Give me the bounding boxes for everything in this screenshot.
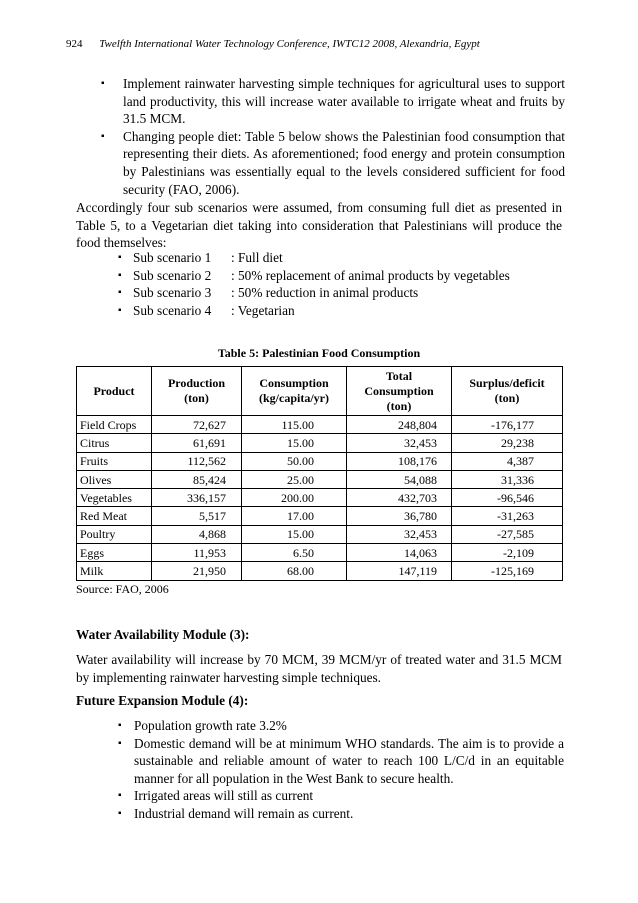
- header-product: Product: [77, 367, 152, 416]
- cell-product: Olives: [77, 470, 152, 488]
- cell-production: 336,157: [152, 489, 242, 507]
- cell-surplus: 4,387: [452, 452, 563, 470]
- cell-total: 32,453: [347, 434, 452, 452]
- cell-production: 61,691: [152, 434, 242, 452]
- cell-surplus: 31,336: [452, 470, 563, 488]
- header-consumption: Consumption (kg/capita/yr): [242, 367, 347, 416]
- cell-total: 432,703: [347, 489, 452, 507]
- table-row: [77, 434, 563, 452]
- future-module-heading: Future Expansion Module (4):: [76, 693, 249, 708]
- table-row: [77, 470, 563, 488]
- cell-surplus: 29,238: [452, 434, 563, 452]
- table-row: [77, 544, 563, 562]
- table-row: [77, 452, 563, 470]
- cell-surplus: -176,177: [452, 416, 563, 434]
- cell-total: 108,176: [347, 452, 452, 470]
- page-number: 924: [66, 38, 83, 50]
- water-module-heading: Water Availability Module (3):: [76, 627, 250, 642]
- list-item: ▪ Domestic demand will be at minimum WHO standards. The aim is to provide a sustainable and reliable amount of water to reach 100 L/C/d in an equitable manner for all population in the West Bank to secure health.: [118, 735, 564, 786]
- table-row: [77, 507, 563, 525]
- cell-surplus: -27,585: [452, 525, 563, 543]
- table-row: [77, 416, 563, 434]
- cell-product: Field Crops: [77, 416, 152, 434]
- cell-production: 11,953: [152, 544, 242, 562]
- header-surplus-deficit: Surplus/deficit (ton): [452, 367, 563, 416]
- cell-product: Fruits: [77, 452, 152, 470]
- square-bullet-icon: ▪: [101, 78, 105, 89]
- cell-consumption: 115.00: [242, 416, 347, 434]
- cell-product: Red Meat: [77, 507, 152, 525]
- running-header: [66, 38, 586, 50]
- cell-production: 21,950: [152, 562, 242, 580]
- table-header-row: [77, 367, 563, 416]
- future-bullet-list: [118, 717, 564, 823]
- cell-consumption: 25.00: [242, 470, 347, 488]
- square-bullet-icon: ▪: [118, 287, 122, 299]
- cell-total: 32,453: [347, 525, 452, 543]
- table-caption: Table 5: Palestinian Food Consumption: [217, 346, 421, 360]
- sub-scenario-list: [118, 249, 510, 319]
- list-item: ▪ Sub scenario 3 : 50% reduction in animal products: [118, 285, 419, 301]
- cell-total: 36,780: [347, 507, 452, 525]
- cell-total: 14,063: [347, 544, 452, 562]
- square-bullet-icon: ▪: [118, 790, 122, 802]
- cell-surplus: -31,263: [452, 507, 563, 525]
- square-bullet-icon: ▪: [118, 737, 122, 749]
- cell-consumption: 15.00: [242, 525, 347, 543]
- header-production: Production (ton): [152, 367, 242, 416]
- cell-product: Milk: [77, 562, 152, 580]
- cell-surplus: -125,169: [452, 562, 563, 580]
- header-total-consumption: Total Consumption (ton): [347, 367, 452, 416]
- cell-consumption: 15.00: [242, 434, 347, 452]
- list-item: ▪ Sub scenario 1 : Full diet: [118, 250, 283, 265]
- food-consumption-table: [76, 366, 563, 581]
- list-item: ▪ Sub scenario 2 : 50% replacement of animal products by vegetables: [118, 267, 510, 283]
- square-bullet-icon: ▪: [118, 304, 122, 316]
- list-item: ▪ Changing people diet: Table 5 below shows the Palestinian food consumption that representing their diets. As aforementioned; food energy and protein consumption by Palestinians was essentially equal to the levels considered sufficient for food security (FAO, 2006).: [101, 128, 565, 197]
- cell-consumption: 68.00: [242, 562, 347, 580]
- cell-production: 5,517: [152, 507, 242, 525]
- list-item: ▪ Sub scenario 4 : Vegetarian: [118, 302, 295, 318]
- cell-consumption: 200.00: [242, 489, 347, 507]
- table-source: Source: FAO, 2006: [76, 582, 169, 596]
- cell-total: 54,088: [347, 470, 452, 488]
- cell-production: 72,627: [152, 416, 242, 434]
- list-item: ▪ Population growth rate 3.2%: [118, 718, 287, 733]
- conference-title: Twelfth International Water Technology Conference, IWTC12 2008, Alexandria, Egypt: [99, 38, 480, 50]
- square-bullet-icon: ▪: [118, 807, 122, 819]
- cell-production: 4,868: [152, 525, 242, 543]
- cell-production: 85,424: [152, 470, 242, 488]
- intro-bullet-list: [101, 75, 565, 198]
- list-item: ▪ Irrigated areas will still as current: [118, 788, 314, 804]
- cell-production: 112,562: [152, 452, 242, 470]
- water-module-paragraph: Water availability will increase by 70 MCM, 39 MCM/yr of treated water and 31.5 MCM by implementing rainwater harvesting simple techniques.: [76, 652, 562, 685]
- cell-consumption: 50.00: [242, 452, 347, 470]
- cell-total: 147,119: [347, 562, 452, 580]
- cell-product: Vegetables: [77, 489, 152, 507]
- cell-surplus: -2,109: [452, 544, 563, 562]
- cell-total: 248,804: [347, 416, 452, 434]
- table-row: [77, 489, 563, 507]
- table-row: [77, 525, 563, 543]
- accordingly-paragraph: Accordingly four sub scenarios were assumed, from consuming full diet as presented in Table 5, to a Vegetarian diet taking into consideration that Palestinians will produce the food themselves:: [76, 200, 562, 251]
- cell-product: Citrus: [77, 434, 152, 452]
- list-item: ▪ Implement rainwater harvesting simple techniques for agricultural uses to support land productivity, this will increase water available to irrigate wheat and fruits by 31.5 MCM.: [101, 76, 565, 127]
- square-bullet-icon: ▪: [118, 252, 122, 263]
- cell-surplus: -96,546: [452, 489, 563, 507]
- square-bullet-icon: ▪: [101, 130, 105, 142]
- cell-product: Eggs: [77, 544, 152, 562]
- cell-consumption: 17.00: [242, 507, 347, 525]
- cell-consumption: 6.50: [242, 544, 347, 562]
- square-bullet-icon: ▪: [118, 720, 122, 731]
- cell-product: Poultry: [77, 525, 152, 543]
- table-row: [77, 562, 563, 580]
- square-bullet-icon: ▪: [118, 269, 122, 281]
- list-item: ▪ Industrial demand will remain as current.: [118, 805, 354, 821]
